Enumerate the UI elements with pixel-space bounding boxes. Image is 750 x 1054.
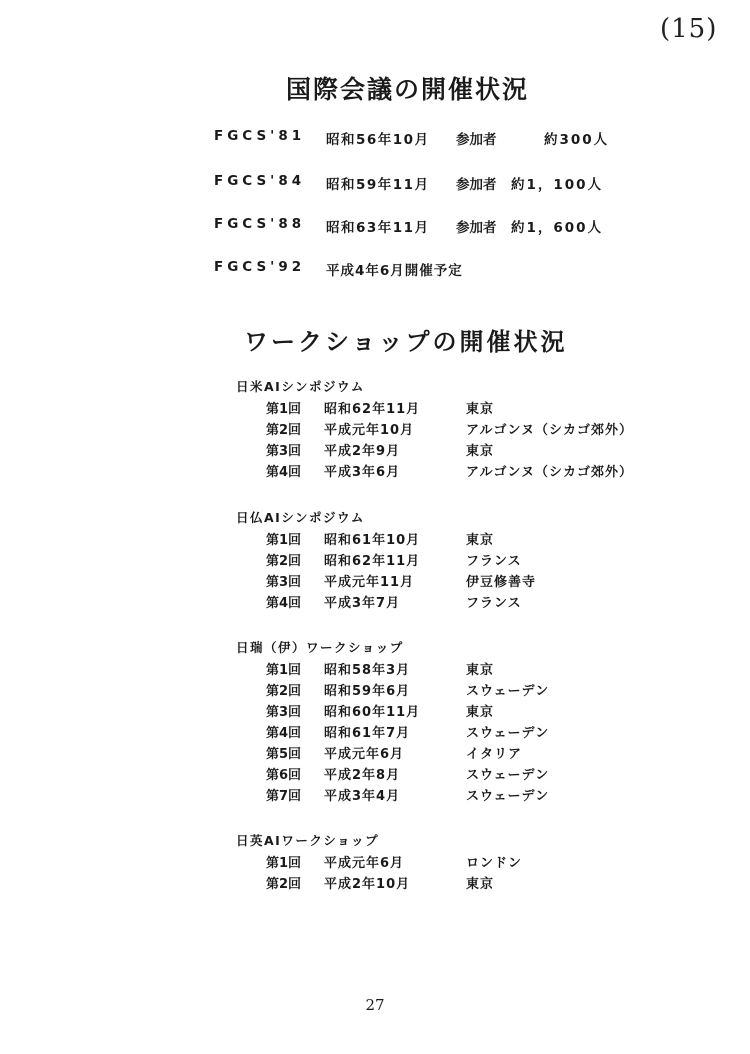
session-date: 平成元年6月 xyxy=(324,747,405,762)
session-location: 東京 xyxy=(466,877,495,892)
session-number: 第4回 xyxy=(266,596,302,611)
session-date: 昭和59年6月 xyxy=(324,684,411,699)
session-location: スウェーデン xyxy=(466,726,550,741)
conference-date: 昭和63年11月 xyxy=(326,220,430,236)
session-date: 昭和62年11月 xyxy=(324,402,421,417)
session-location: フランス xyxy=(466,596,522,611)
workshop-row xyxy=(236,722,676,743)
conference-name: FGCS'84 xyxy=(214,173,306,189)
workshop-group-heading: 日瑞（伊）ワークショップ xyxy=(236,640,404,655)
session-date: 平成2年10月 xyxy=(324,877,411,892)
session-location: アルゴンヌ（シカゴ郊外） xyxy=(466,423,633,438)
page-number: 27 xyxy=(365,996,385,1014)
session-location: フランス xyxy=(466,554,522,569)
session-number: 第2回 xyxy=(266,877,302,892)
session-number: 第1回 xyxy=(266,402,302,417)
workshop-row xyxy=(236,743,676,764)
session-location: 東京 xyxy=(466,705,495,720)
session-location: スウェーデン xyxy=(466,789,550,804)
session-number: 第2回 xyxy=(266,554,302,569)
workshop-row xyxy=(236,785,676,806)
session-location: 伊豆修善寺 xyxy=(466,575,537,590)
session-date: 平成3年4月 xyxy=(324,789,401,804)
workshop-row xyxy=(236,440,676,461)
workshop-group xyxy=(236,638,676,806)
session-date: 昭和61年10月 xyxy=(324,533,421,548)
session-location: 東京 xyxy=(466,533,495,548)
session-location: イタリア xyxy=(466,747,523,762)
session-number: 第3回 xyxy=(266,444,302,459)
workshop-row xyxy=(236,419,676,440)
session-number: 第4回 xyxy=(266,465,302,480)
session-date: 平成元年11月 xyxy=(324,575,415,590)
session-number: 第7回 xyxy=(266,789,302,804)
workshop-row xyxy=(236,592,676,613)
participants-count: 約300人 xyxy=(544,132,610,148)
workshop-group xyxy=(236,831,676,894)
session-date: 平成元年6月 xyxy=(324,856,405,871)
session-date: 平成元年10月 xyxy=(324,423,415,438)
workshop-row xyxy=(236,701,676,722)
workshop-row xyxy=(236,398,676,419)
session-number: 第5回 xyxy=(266,747,302,762)
workshop-row xyxy=(236,873,676,894)
workshop-row xyxy=(236,461,676,482)
session-location: アルゴンヌ（シカゴ郊外） xyxy=(466,465,633,480)
session-number: 第1回 xyxy=(266,533,302,548)
conferences-title: 国際会議の開催状況 xyxy=(286,75,530,104)
session-date: 昭和62年11月 xyxy=(324,554,421,569)
session-number: 第2回 xyxy=(266,423,302,438)
session-date: 平成2年8月 xyxy=(324,768,401,783)
conference-name: FGCS'88 xyxy=(214,216,306,232)
conference-date: 昭和59年11月 xyxy=(326,177,430,193)
conference-planned-note: 平成4年6月開催予定 xyxy=(326,263,463,279)
session-location: 東京 xyxy=(466,444,495,459)
participants-count: 約1，100人 xyxy=(511,177,604,193)
session-number: 第4回 xyxy=(266,726,302,741)
workshop-row xyxy=(236,680,676,701)
session-number: 第1回 xyxy=(266,663,302,678)
participants-count: 約1，600人 xyxy=(511,220,604,236)
participants-label: 参加者 xyxy=(456,177,497,193)
session-date: 平成3年6月 xyxy=(324,465,401,480)
participants-label: 参加者 xyxy=(456,220,497,236)
workshop-row xyxy=(236,764,676,785)
workshop-row xyxy=(236,571,676,592)
conference-date: 昭和56年10月 xyxy=(326,132,430,148)
session-date: 昭和60年11月 xyxy=(324,705,421,720)
participants-label: 参加者 xyxy=(456,132,497,148)
session-location: スウェーデン xyxy=(466,768,550,783)
handwritten-page-mark: (15) xyxy=(660,14,718,44)
workshop-group-heading: 日米AIシンポジウム xyxy=(236,379,365,394)
workshop-row xyxy=(236,550,676,571)
session-date: 平成3年7月 xyxy=(324,596,401,611)
conference-name: FGCS'81 xyxy=(214,128,306,144)
workshop-group xyxy=(236,377,676,482)
session-number: 第3回 xyxy=(266,575,302,590)
session-number: 第1回 xyxy=(266,856,302,871)
session-location: スウェーデン xyxy=(466,684,550,699)
workshop-row xyxy=(236,659,676,680)
workshop-group xyxy=(236,508,676,613)
session-date: 昭和61年7月 xyxy=(324,726,411,741)
session-location: ロンドン xyxy=(466,856,523,871)
session-date: 平成2年9月 xyxy=(324,444,401,459)
session-number: 第3回 xyxy=(266,705,302,720)
conference-name: FGCS'92 xyxy=(214,259,306,275)
workshop-group-heading: 日英AIワークショップ xyxy=(236,833,380,848)
session-number: 第2回 xyxy=(266,684,302,699)
session-number: 第6回 xyxy=(266,768,302,783)
session-location: 東京 xyxy=(466,402,495,417)
workshops-title: ワークショップの開催状況 xyxy=(244,328,568,356)
workshop-group-heading: 日仏AIシンポジウム xyxy=(236,510,365,525)
workshop-row xyxy=(236,529,676,550)
session-location: 東京 xyxy=(466,663,495,678)
workshop-row xyxy=(236,852,676,873)
session-date: 昭和58年3月 xyxy=(324,663,411,678)
